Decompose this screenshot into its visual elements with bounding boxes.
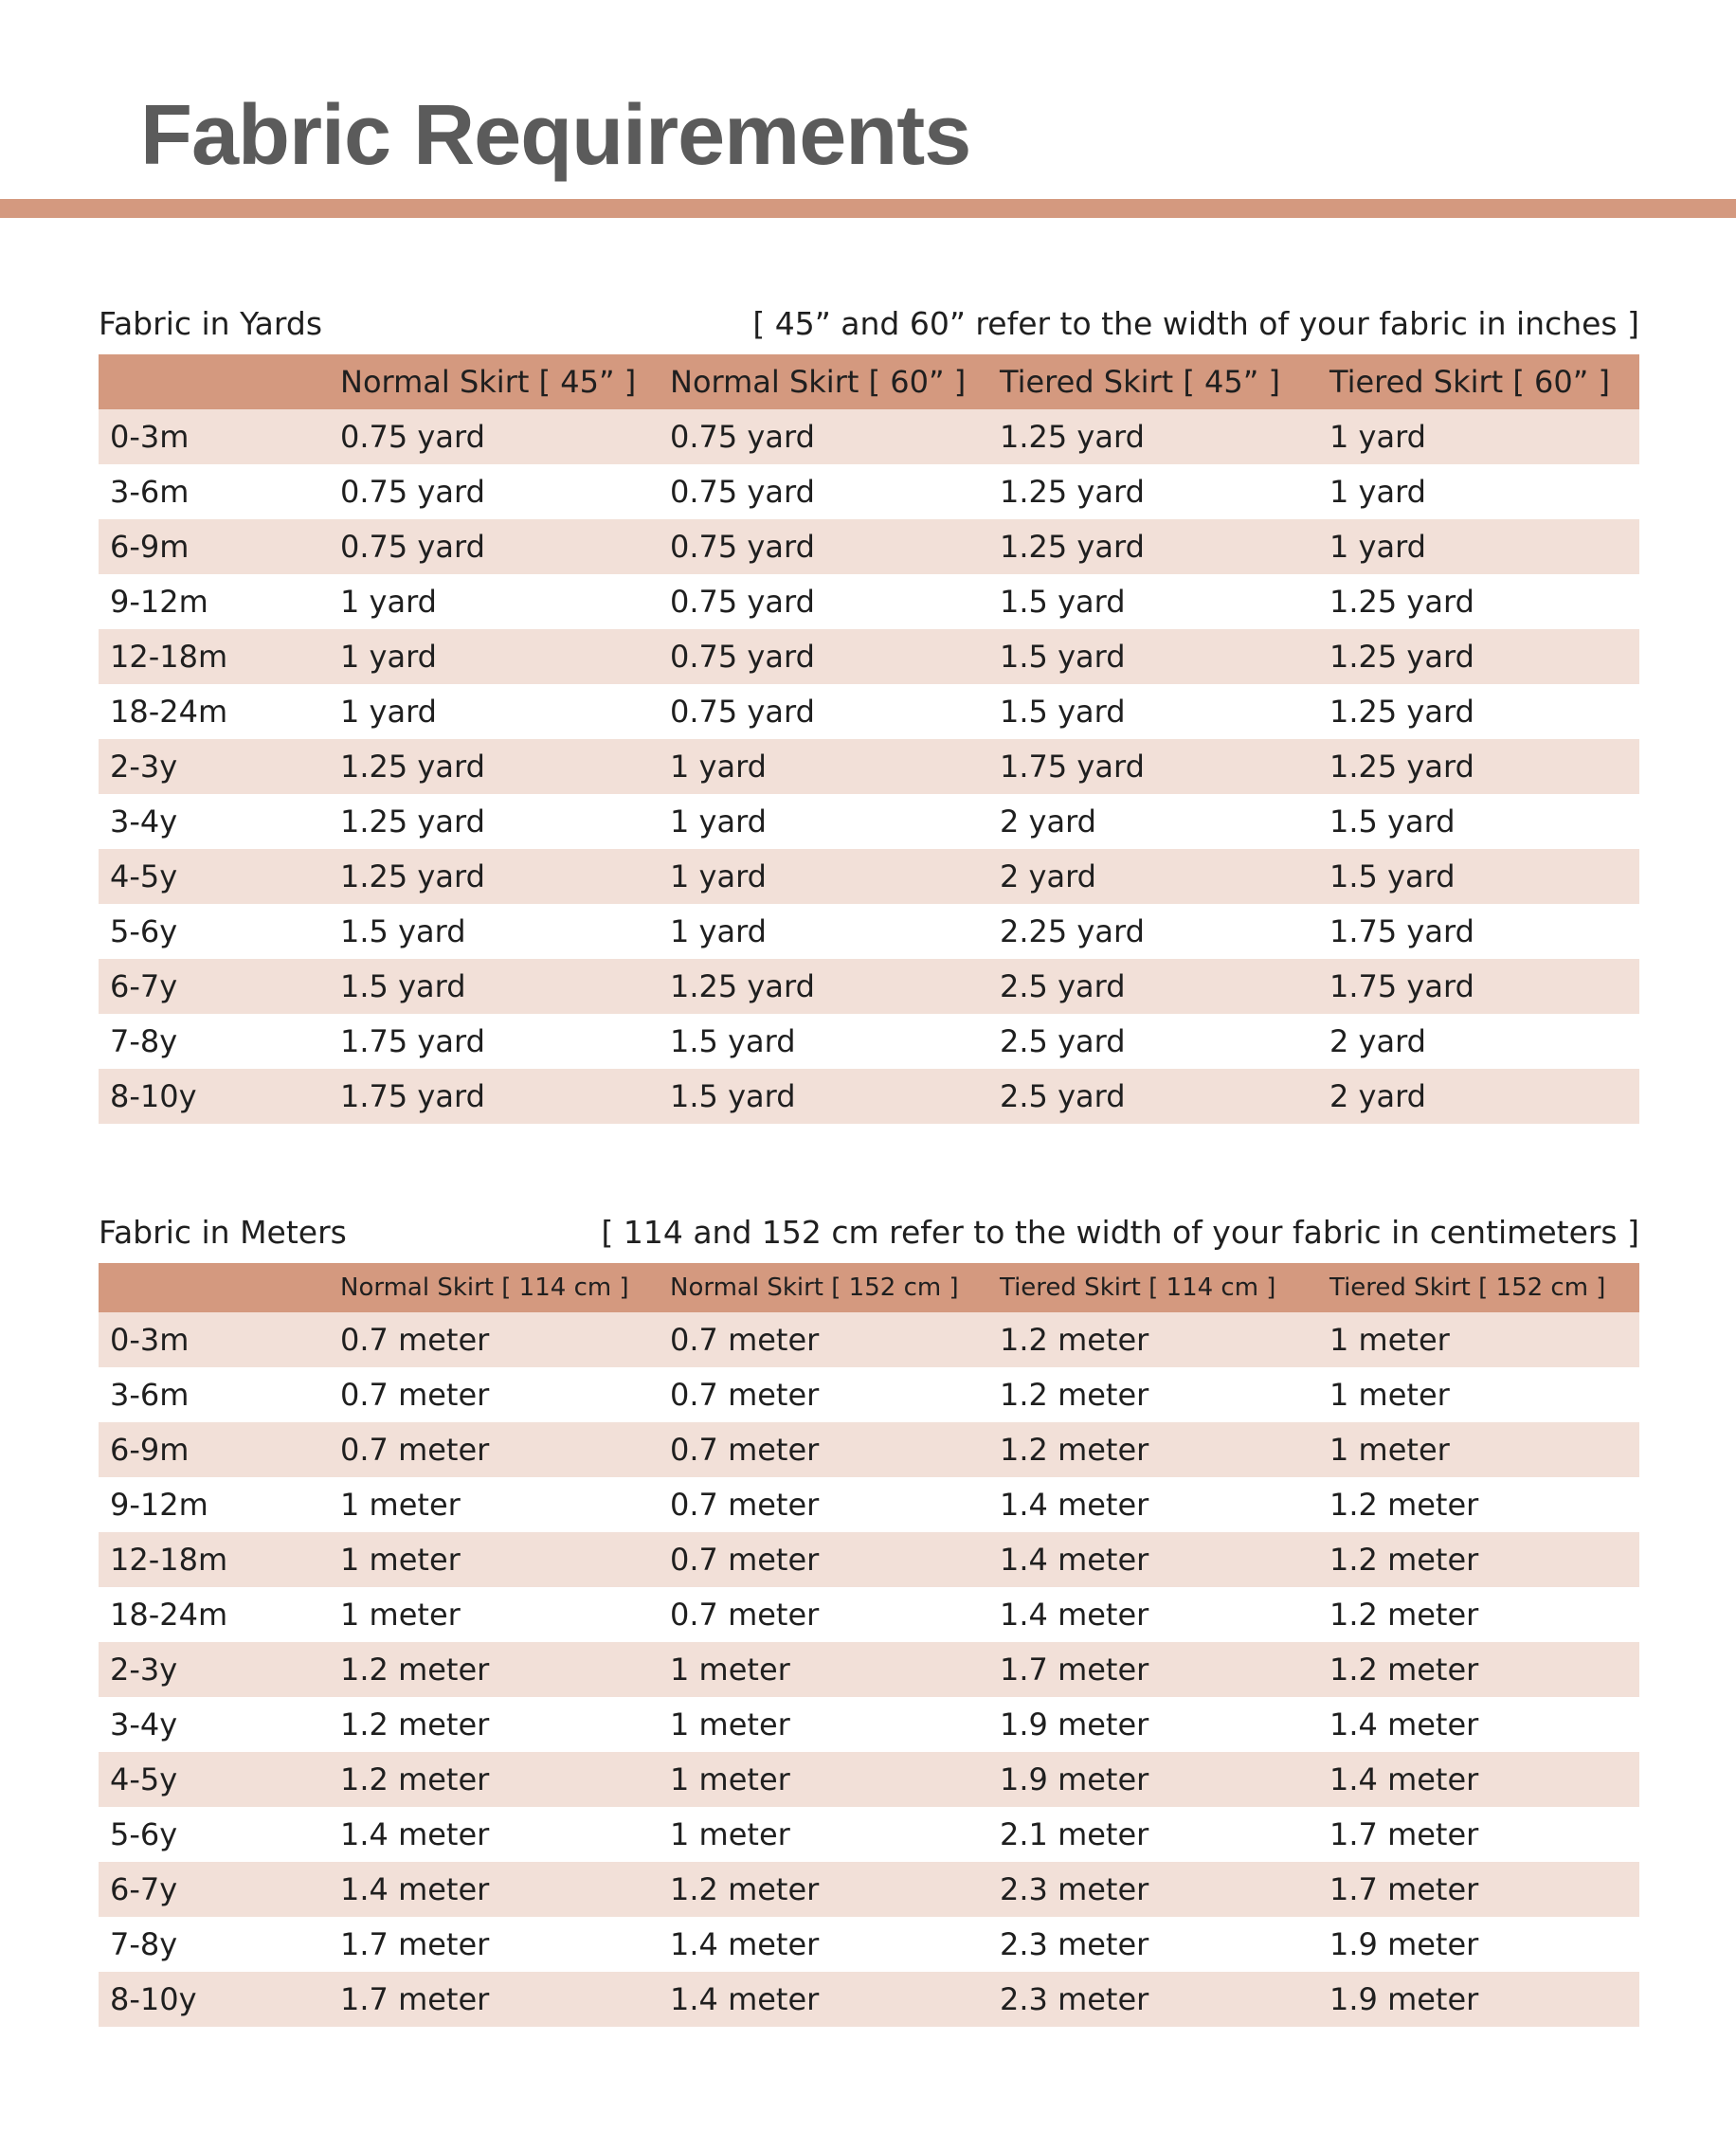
amount-cell-normal-narrow: 1.2 meter <box>340 1707 490 1743</box>
amount-cell-normal-wide: 1.4 meter <box>670 1926 820 1962</box>
amount-cell-normal-narrow: 1 yard <box>340 694 437 730</box>
amount-cell-normal-wide: 1 yard <box>670 913 767 949</box>
amount-cell-normal-wide: 1.2 meter <box>670 1871 820 1907</box>
amount-cell-normal-narrow: 1 meter <box>340 1597 461 1633</box>
yards-header-normal-45: Normal Skirt [ 45” ] <box>340 364 637 400</box>
amount-cell-normal-narrow: 0.7 meter <box>340 1377 490 1413</box>
table-row <box>99 1752 1639 1807</box>
amount-cell-tiered-narrow: 1.9 meter <box>1000 1761 1149 1797</box>
size-cell: 6-7y <box>110 968 178 1004</box>
yards-section-header <box>99 301 1639 354</box>
amount-cell-tiered-wide: 2 yard <box>1329 1078 1426 1114</box>
amount-cell-tiered-narrow: 2.5 yard <box>1000 968 1126 1004</box>
size-cell: 2-3y <box>110 1652 178 1688</box>
size-cell: 3-4y <box>110 1707 178 1743</box>
amount-cell-tiered-narrow: 1.5 yard <box>1000 584 1126 620</box>
amount-cell-normal-narrow: 1.75 yard <box>340 1023 485 1059</box>
amount-cell-normal-wide: 1 yard <box>670 749 767 785</box>
amount-cell-normal-narrow: 1 yard <box>340 639 437 675</box>
meters-header-normal-114: Normal Skirt [ 114 cm ] <box>340 1273 629 1302</box>
amount-cell-tiered-wide: 1 meter <box>1329 1377 1450 1413</box>
amount-cell-normal-narrow: 1 meter <box>340 1542 461 1578</box>
amount-cell-tiered-narrow: 2 yard <box>1000 858 1096 894</box>
size-cell: 5-6y <box>110 1816 178 1852</box>
table-row <box>99 739 1639 794</box>
table-row <box>99 1697 1639 1752</box>
size-cell: 8-10y <box>110 1078 197 1114</box>
table-row <box>99 849 1639 904</box>
size-cell: 3-4y <box>110 804 178 840</box>
meters-table-body <box>99 1312 1639 2027</box>
amount-cell-normal-wide: 1 yard <box>670 858 767 894</box>
amount-cell-normal-wide: 1 meter <box>670 1707 790 1743</box>
table-row <box>99 1972 1639 2027</box>
size-cell: 4-5y <box>110 1761 178 1797</box>
amount-cell-tiered-wide: 1.25 yard <box>1329 694 1474 730</box>
amount-cell-normal-wide: 0.7 meter <box>670 1377 820 1413</box>
amount-cell-normal-narrow: 0.7 meter <box>340 1322 490 1358</box>
amount-cell-tiered-wide: 1.5 yard <box>1329 804 1456 840</box>
table-row <box>99 1422 1639 1477</box>
meters-header-normal-152: Normal Skirt [ 152 cm ] <box>670 1273 959 1302</box>
size-cell: 0-3m <box>110 1322 190 1358</box>
amount-cell-normal-narrow: 0.75 yard <box>340 419 485 455</box>
amount-cell-tiered-wide: 1.2 meter <box>1329 1487 1479 1523</box>
size-cell: 5-6y <box>110 913 178 949</box>
size-cell: 0-3m <box>110 419 190 455</box>
amount-cell-tiered-narrow: 1.4 meter <box>1000 1487 1149 1523</box>
amount-cell-normal-wide: 1.25 yard <box>670 968 815 1004</box>
table-row <box>99 1807 1639 1862</box>
meters-section-header <box>99 1210 1639 1263</box>
size-cell: 9-12m <box>110 584 208 620</box>
amount-cell-normal-wide: 0.75 yard <box>670 584 815 620</box>
size-cell: 9-12m <box>110 1487 208 1523</box>
table-row <box>99 1014 1639 1069</box>
table-row <box>99 1477 1639 1532</box>
amount-cell-tiered-narrow: 2.5 yard <box>1000 1078 1126 1114</box>
table-row <box>99 904 1639 959</box>
amount-cell-tiered-narrow: 2.3 meter <box>1000 1871 1149 1907</box>
amount-cell-normal-narrow: 1 meter <box>340 1487 461 1523</box>
amount-cell-tiered-wide: 1.5 yard <box>1329 858 1456 894</box>
size-cell: 18-24m <box>110 694 228 730</box>
amount-cell-tiered-wide: 1.75 yard <box>1329 968 1474 1004</box>
table-row <box>99 1917 1639 1972</box>
yards-table-body <box>99 409 1639 1124</box>
table-row <box>99 1587 1639 1642</box>
table-row <box>99 1312 1639 1367</box>
amount-cell-normal-wide: 1 meter <box>670 1816 790 1852</box>
table-row <box>99 684 1639 739</box>
amount-cell-tiered-narrow: 1.5 yard <box>1000 639 1126 675</box>
table-row <box>99 1069 1639 1124</box>
yards-header-row <box>99 354 1639 409</box>
size-cell: 12-18m <box>110 1542 228 1578</box>
size-cell: 12-18m <box>110 639 228 675</box>
amount-cell-tiered-narrow: 1.2 meter <box>1000 1432 1149 1468</box>
table-row <box>99 629 1639 684</box>
yards-section-label: Fabric in Yards <box>99 305 323 342</box>
amount-cell-tiered-narrow: 1.5 yard <box>1000 694 1126 730</box>
table-row <box>99 1367 1639 1422</box>
amount-cell-tiered-narrow: 1.25 yard <box>1000 419 1145 455</box>
amount-cell-tiered-wide: 1.75 yard <box>1329 913 1474 949</box>
amount-cell-tiered-narrow: 1.4 meter <box>1000 1597 1149 1633</box>
amount-cell-normal-wide: 0.75 yard <box>670 694 815 730</box>
size-cell: 8-10y <box>110 1981 197 2017</box>
table-row <box>99 1642 1639 1697</box>
meters-section-label: Fabric in Meters <box>99 1214 347 1251</box>
amount-cell-tiered-wide: 1.2 meter <box>1329 1597 1479 1633</box>
amount-cell-tiered-wide: 1.2 meter <box>1329 1542 1479 1578</box>
amount-cell-tiered-wide: 1 meter <box>1329 1322 1450 1358</box>
yards-header-normal-60: Normal Skirt [ 60” ] <box>670 364 967 400</box>
size-cell: 7-8y <box>110 1926 178 1962</box>
amount-cell-normal-wide: 1.5 yard <box>670 1078 796 1114</box>
amount-cell-normal-wide: 0.75 yard <box>670 639 815 675</box>
amount-cell-normal-narrow: 0.7 meter <box>340 1432 490 1468</box>
amount-cell-tiered-narrow: 2.3 meter <box>1000 1926 1149 1962</box>
meters-header-row <box>99 1263 1639 1312</box>
amount-cell-tiered-wide: 1 yard <box>1329 474 1426 510</box>
table-row <box>99 519 1639 574</box>
amount-cell-tiered-wide: 1.25 yard <box>1329 639 1474 675</box>
amount-cell-tiered-narrow: 1.25 yard <box>1000 474 1145 510</box>
amount-cell-tiered-narrow: 1.2 meter <box>1000 1322 1149 1358</box>
amount-cell-normal-narrow: 1.7 meter <box>340 1926 490 1962</box>
yards-header-size <box>99 354 329 409</box>
amount-cell-tiered-wide: 1.25 yard <box>1329 584 1474 620</box>
amount-cell-normal-narrow: 1.5 yard <box>340 913 466 949</box>
table-row <box>99 409 1639 464</box>
yards-width-note: [ 45” and 60” refer to the width of your fabric in inches ] <box>752 305 1639 342</box>
amount-cell-normal-wide: 0.75 yard <box>670 529 815 565</box>
amount-cell-normal-wide: 0.7 meter <box>670 1487 820 1523</box>
amount-cell-tiered-wide: 1.25 yard <box>1329 749 1474 785</box>
amount-cell-tiered-wide: 1 meter <box>1329 1432 1450 1468</box>
amount-cell-normal-narrow: 1.2 meter <box>340 1761 490 1797</box>
table-row <box>99 959 1639 1014</box>
amount-cell-normal-wide: 0.7 meter <box>670 1322 820 1358</box>
meters-width-note: [ 114 and 152 cm refer to the width of your fabric in centimeters ] <box>601 1214 1639 1251</box>
meters-header-tiered-152: Tiered Skirt [ 152 cm ] <box>1329 1273 1606 1302</box>
table-row <box>99 794 1639 849</box>
amount-cell-tiered-narrow: 2.5 yard <box>1000 1023 1126 1059</box>
amount-cell-normal-wide: 0.75 yard <box>670 474 815 510</box>
amount-cell-normal-narrow: 0.75 yard <box>340 474 485 510</box>
table-row <box>99 1532 1639 1587</box>
size-cell: 6-9m <box>110 529 190 565</box>
amount-cell-normal-wide: 1.4 meter <box>670 1981 820 2017</box>
title-divider <box>0 199 1736 218</box>
size-cell: 7-8y <box>110 1023 178 1059</box>
amount-cell-normal-narrow: 0.75 yard <box>340 529 485 565</box>
amount-cell-tiered-narrow: 2.3 meter <box>1000 1981 1149 2017</box>
meters-table <box>99 1263 1639 2027</box>
page-title: Fabric Requirements <box>140 88 971 183</box>
amount-cell-normal-wide: 1.5 yard <box>670 1023 796 1059</box>
amount-cell-tiered-wide: 1.4 meter <box>1329 1761 1479 1797</box>
amount-cell-tiered-narrow: 2 yard <box>1000 804 1096 840</box>
amount-cell-normal-narrow: 1 yard <box>340 584 437 620</box>
size-cell: 3-6m <box>110 474 190 510</box>
amount-cell-normal-narrow: 1.7 meter <box>340 1981 490 2017</box>
amount-cell-normal-narrow: 1.25 yard <box>340 804 485 840</box>
amount-cell-normal-wide: 1 yard <box>670 804 767 840</box>
amount-cell-normal-narrow: 1.4 meter <box>340 1816 490 1852</box>
meters-section <box>99 1210 1639 2027</box>
size-cell: 6-9m <box>110 1432 190 1468</box>
amount-cell-tiered-narrow: 1.9 meter <box>1000 1707 1149 1743</box>
amount-cell-normal-wide: 0.7 meter <box>670 1432 820 1468</box>
amount-cell-normal-narrow: 1.75 yard <box>340 1078 485 1114</box>
amount-cell-tiered-narrow: 1.25 yard <box>1000 529 1145 565</box>
amount-cell-tiered-wide: 1 yard <box>1329 529 1426 565</box>
amount-cell-tiered-narrow: 2.25 yard <box>1000 913 1145 949</box>
amount-cell-tiered-narrow: 1.7 meter <box>1000 1652 1149 1688</box>
amount-cell-normal-wide: 1 meter <box>670 1652 790 1688</box>
amount-cell-tiered-wide: 1.9 meter <box>1329 1981 1479 2017</box>
yards-header-tiered-45: Tiered Skirt [ 45” ] <box>1000 364 1280 400</box>
yards-header-tiered-60: Tiered Skirt [ 60” ] <box>1329 364 1610 400</box>
amount-cell-normal-wide: 1 meter <box>670 1761 790 1797</box>
amount-cell-normal-narrow: 1.2 meter <box>340 1652 490 1688</box>
size-cell: 6-7y <box>110 1871 178 1907</box>
amount-cell-normal-narrow: 1.4 meter <box>340 1871 490 1907</box>
amount-cell-tiered-wide: 1.7 meter <box>1329 1816 1479 1852</box>
amount-cell-tiered-wide: 1.9 meter <box>1329 1926 1479 1962</box>
amount-cell-tiered-wide: 1.4 meter <box>1329 1707 1479 1743</box>
amount-cell-normal-wide: 0.7 meter <box>670 1597 820 1633</box>
amount-cell-tiered-narrow: 1.4 meter <box>1000 1542 1149 1578</box>
yards-table <box>99 354 1639 1124</box>
amount-cell-normal-narrow: 1.5 yard <box>340 968 466 1004</box>
meters-header-size <box>99 1263 329 1312</box>
amount-cell-tiered-narrow: 1.75 yard <box>1000 749 1145 785</box>
amount-cell-tiered-narrow: 1.2 meter <box>1000 1377 1149 1413</box>
amount-cell-tiered-narrow: 2.1 meter <box>1000 1816 1149 1852</box>
amount-cell-tiered-wide: 2 yard <box>1329 1023 1426 1059</box>
meters-header-tiered-114: Tiered Skirt [ 114 cm ] <box>1000 1273 1276 1302</box>
amount-cell-tiered-wide: 1 yard <box>1329 419 1426 455</box>
amount-cell-tiered-wide: 1.7 meter <box>1329 1871 1479 1907</box>
size-cell: 3-6m <box>110 1377 190 1413</box>
size-cell: 18-24m <box>110 1597 228 1633</box>
table-row <box>99 1862 1639 1917</box>
yards-section <box>99 301 1639 1124</box>
amount-cell-normal-wide: 0.7 meter <box>670 1542 820 1578</box>
size-cell: 2-3y <box>110 749 178 785</box>
amount-cell-normal-narrow: 1.25 yard <box>340 749 485 785</box>
amount-cell-normal-wide: 0.75 yard <box>670 419 815 455</box>
size-cell: 4-5y <box>110 858 178 894</box>
table-row <box>99 574 1639 629</box>
amount-cell-normal-narrow: 1.25 yard <box>340 858 485 894</box>
amount-cell-tiered-wide: 1.2 meter <box>1329 1652 1479 1688</box>
table-row <box>99 464 1639 519</box>
